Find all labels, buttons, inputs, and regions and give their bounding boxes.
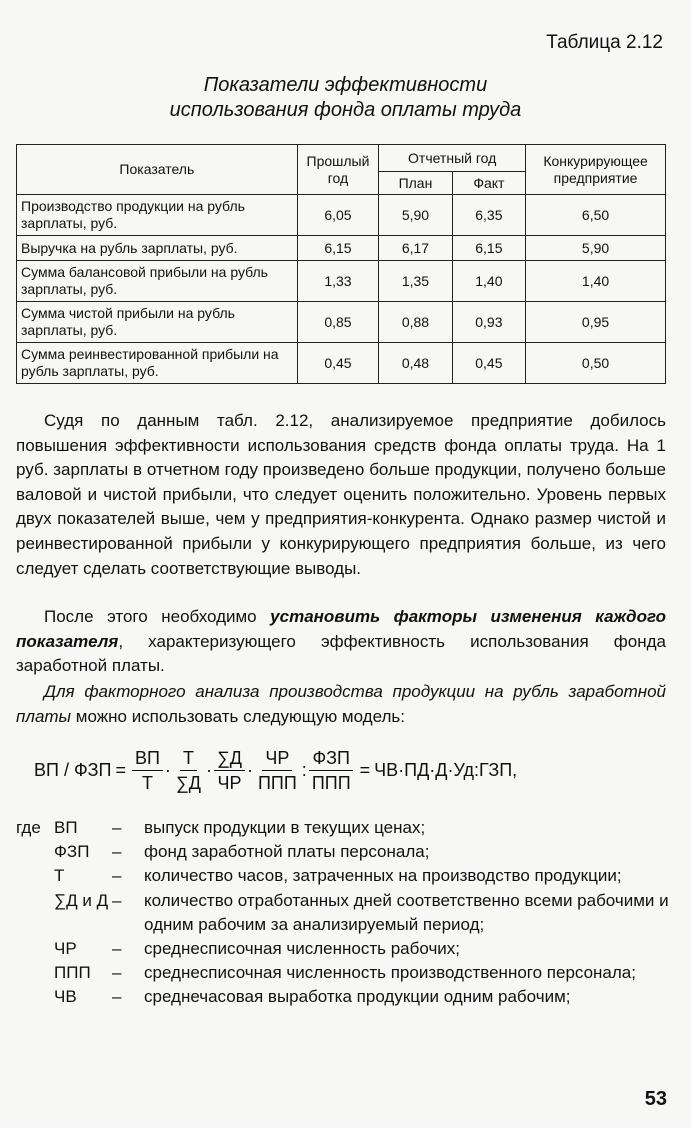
row-name: Сумма балансовой прибыли на рубль зарплаты, руб. xyxy=(17,261,298,302)
formula-numerator: ЧР xyxy=(262,746,292,771)
legend-description: среднесписочная численность производственного персонала; xyxy=(144,963,636,983)
cell-fact: 6,15 xyxy=(452,236,525,261)
table-number: Таблица 2.12 xyxy=(546,32,663,53)
table-row xyxy=(17,261,666,302)
formula-rhs: ЧВ·ПД·Д·Уд:ГЗП, xyxy=(374,759,518,780)
header-report-year: Отчетный год xyxy=(379,145,526,172)
cell-competitor: 6,50 xyxy=(526,195,666,236)
legend-symbol: ЧВ xyxy=(54,987,77,1007)
cell-competitor: 0,50 xyxy=(526,343,666,384)
legend-symbol: ВП xyxy=(54,818,78,837)
legend-description: выпуск продукции в текущих ценах; xyxy=(144,818,426,837)
cell-last-year: 0,45 xyxy=(297,343,379,384)
formula-fraction xyxy=(132,746,163,795)
list-item xyxy=(16,840,676,864)
list-item xyxy=(16,937,676,961)
cell-competitor: 5,90 xyxy=(526,236,666,261)
formula-dot: · xyxy=(164,759,171,780)
formula-colon: : xyxy=(301,759,307,780)
cell-fact: 6,35 xyxy=(452,195,525,236)
legend-dash: – xyxy=(112,890,122,910)
legend-description: количество отработанных дней соответственно всеми рабочими и одним рабочим за анализируемый период; xyxy=(144,890,669,934)
paragraph-factors-tail: , характеризующего эффективность использования фонда заработной платы. xyxy=(16,631,666,676)
cell-competitor: 0,95 xyxy=(526,302,666,343)
paragraph-model-tail: можно использовать следующую модель: xyxy=(71,706,405,726)
formula-fraction xyxy=(214,746,245,795)
legend-description: среднечасовая выработка продукции одним рабочим; xyxy=(144,987,571,1007)
legend-dash: – xyxy=(112,866,122,886)
row-name: Сумма чистой прибыли на рубль зарплаты, руб. xyxy=(17,302,298,343)
header-competitor: Конкурирующее предприятие xyxy=(526,145,666,195)
formula-numerator: ФЗП xyxy=(309,746,353,771)
list-item xyxy=(16,864,676,888)
legend-dash: – xyxy=(112,987,122,1007)
cell-last-year: 0,85 xyxy=(297,302,379,343)
paragraph-factors-lead: После этого необходимо xyxy=(44,607,271,626)
row-name: Сумма реинвестированной прибыли на рубль зарплаты, руб. xyxy=(17,343,298,384)
list-item xyxy=(16,816,676,840)
legend-symbol: Т xyxy=(54,866,65,886)
table-caption-line1: Показатели эффективности xyxy=(203,74,488,96)
legend-symbol: ППП xyxy=(54,963,91,983)
table-row xyxy=(17,195,666,236)
list-item xyxy=(16,985,676,1009)
cell-plan: 0,48 xyxy=(379,343,452,384)
header-fact: Факт xyxy=(452,172,525,195)
legend-dash: – xyxy=(112,842,122,862)
payroll-efficiency-table xyxy=(16,144,666,384)
cell-plan: 0,88 xyxy=(379,302,452,343)
cell-fact: 1,40 xyxy=(452,261,525,302)
legend-dash: – xyxy=(112,963,122,983)
cell-last-year: 6,15 xyxy=(297,236,379,261)
table-row xyxy=(17,302,666,343)
formula-dot: · xyxy=(246,759,253,780)
legend-description: фонд заработной платы персонала; xyxy=(144,842,430,862)
legend-description: количество часов, затраченных на производство продукции; xyxy=(144,866,622,886)
legend-dash: – xyxy=(112,818,122,837)
page-number: 53 xyxy=(644,1088,667,1110)
legend-description: среднесписочная численность рабочих; xyxy=(144,939,461,959)
table-caption-line2: использования фонда оплаты труда xyxy=(169,99,522,121)
table-row xyxy=(17,343,666,384)
formula-numerator: ВП xyxy=(132,746,163,771)
list-item xyxy=(16,961,676,985)
formula-denominator: Т xyxy=(141,772,153,793)
cell-plan: 6,17 xyxy=(379,236,452,261)
formula-numerator: ∑Д xyxy=(214,746,245,771)
formula-equals: = xyxy=(115,759,126,780)
formula-denominator: ППП xyxy=(311,772,351,793)
table-row xyxy=(17,236,666,261)
row-name: Выручка на рубль зарплаты, руб. xyxy=(17,236,298,261)
header-last-year: Прошлый год xyxy=(297,145,379,195)
paragraph-analysis: Судя по данным табл. 2.12, анализируемое предприятие добилось повышения эффективности использования средств фонда оплаты труда. На 1 руб. зарплаты в отчетном году произведено больше продукции, получено больше валовой и чистой прибыли, что следует оценить положительно. Уровень первых двух показателей выше, чем у предприятия-конкурента. Однако размер чистой и реинвестированной прибыли у конкурирующего предприятия больше, из чего следует сделать соответствующие выводы. xyxy=(16,411,666,578)
cell-plan: 5,90 xyxy=(379,195,452,236)
formula-denominator: ППП xyxy=(257,772,297,793)
paragraph-model-intro xyxy=(16,680,666,729)
header-plan: План xyxy=(379,172,452,195)
formula-fraction xyxy=(255,746,300,795)
legend-dash: – xyxy=(112,939,122,959)
legend-symbol: ЧР xyxy=(54,939,77,959)
formula-denominator: ЧР xyxy=(217,772,242,793)
factor-model-formula xyxy=(34,740,517,800)
legend-symbol: ∑Д и Д xyxy=(54,890,109,910)
legend-symbol: ФЗП xyxy=(54,842,90,862)
paragraph-factors xyxy=(16,605,666,679)
legend-intro: где xyxy=(16,818,41,837)
header-indicator: Показатель xyxy=(17,145,298,195)
formula-denominator: ∑Д xyxy=(175,772,201,793)
formula-fraction xyxy=(173,746,204,795)
paragraph-model-emphasis: Для факторного анализа производства продукции на рубль заработной платы xyxy=(16,682,666,726)
paragraph-factors-emphasis: установить факторы изменения каждого показателя xyxy=(16,607,666,651)
cell-last-year: 6,05 xyxy=(297,195,379,236)
formula-numerator: Т xyxy=(180,746,197,771)
formula-equals: = xyxy=(359,759,371,780)
formula-fraction xyxy=(309,746,354,795)
formula-dot: · xyxy=(205,759,212,780)
symbol-legend xyxy=(16,816,676,1010)
list-item xyxy=(16,889,676,937)
cell-fact: 0,45 xyxy=(452,343,525,384)
cell-fact: 0,93 xyxy=(452,302,525,343)
cell-competitor: 1,40 xyxy=(526,261,666,302)
cell-plan: 1,35 xyxy=(379,261,452,302)
formula-lhs: ВП / ФЗП xyxy=(34,759,112,780)
cell-last-year: 1,33 xyxy=(297,261,379,302)
row-name: Производство продукции на рубль зарплаты, руб. xyxy=(17,195,298,236)
